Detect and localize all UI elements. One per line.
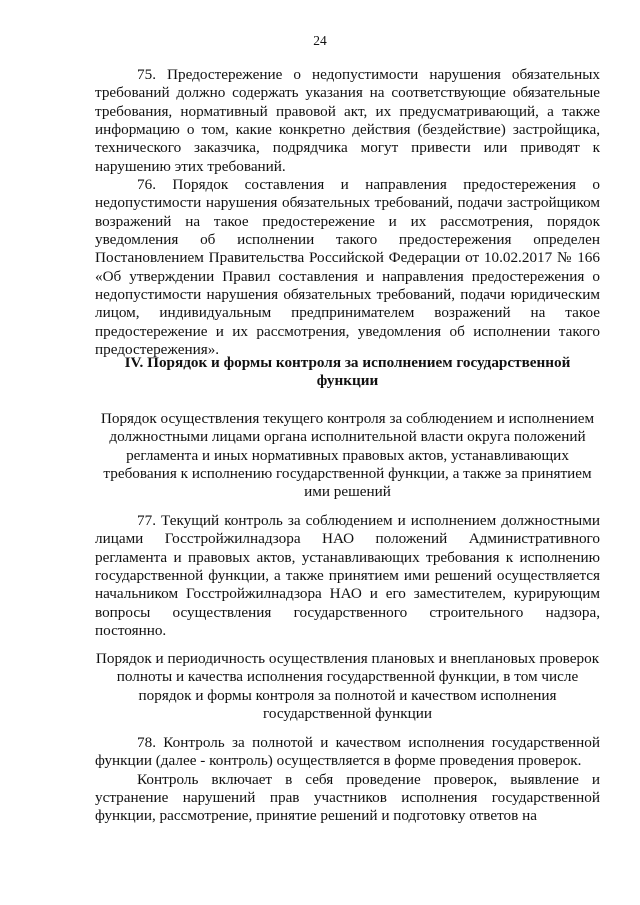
- paragraph-77-block: [95, 512, 600, 640]
- section-heading: IV. Порядок и формы контроля за исполнением государственной функции: [124, 354, 571, 390]
- subheading-inspections: Порядок и периодичность осуществления плановых и внеплановых проверок полноты и качества исполнения государственной функции, в том числе порядок и формы контроля за полнотой и качеством исполнения государственной функции: [95, 650, 600, 723]
- paragraph-78: 78. Контроль за полнотой и качеством исполнения государственной функции (далее - контроль) осуществляется в форме проведения проверок.: [95, 734, 600, 770]
- page-number: 24: [313, 33, 327, 48]
- subsection-2: [95, 650, 600, 723]
- paragraph-75: 75. Предостережение о недопустимости нарушения обязательных требований должно содержать указания на соответствующие обязательные требования, нормативный правовой акт, их предусматривающий, а также информацию о том, какие конкретно действия (бездействие) застройщика, технического заказчика, подрядчика могут привести или приводят к нарушению этих требований.: [95, 66, 600, 175]
- subsection-1: [95, 410, 600, 502]
- paragraphs-75-76: [95, 66, 600, 360]
- paragraph-78-block: [95, 734, 600, 826]
- paragraph-control-includes: Контроль включает в себя проведение проверок, выявление и устранение нарушений прав участников исполнения государственной функции, рассмотрение, принятие решений и подготовку ответов на: [95, 770, 600, 825]
- section-iv: [95, 354, 600, 391]
- paragraph-77: 77. Текущий контроль за соблюдением и исполнением должностными лицами Госстройжилнадзора НАО положений Административного регламента и правовых актов, устанавливающих требования к исполнению государственной функции, а также принятием ими решений осуществляется начальником Госстройжилнадзора НАО и его заместителем, курирующим вопросы осуществления государственного строительного надзора, постоянно.: [95, 512, 600, 640]
- paragraph-76: 76. Порядок составления и направления предостережения о недопустимости нарушения обязательных требований, подачи застройщиком возражений на такое предостережение и их рассмотрения, порядок уведомления об исполнении такого предостережения определен Постановлением Правительства Российской Федерации от 10.02.2017 № 166 «Об утверждении Правил составления и направления предостережения о недопустимости нарушения обязательных требований, подачи юридическим лицом, индивидуальным предпринимателем возражений на такое предостережение и их рассмотрения, уведомления об исполнении такого предостережения».: [95, 176, 600, 359]
- subheading-current-control: Порядок осуществления текущего контроля за соблюдением и исполнением должностными лицами органа исполнительной власти округа положений регламента и иных нормативных правовых актов, устанавливающих требования к исполнению государственной функции, а также за принятием ими решений: [100, 410, 595, 501]
